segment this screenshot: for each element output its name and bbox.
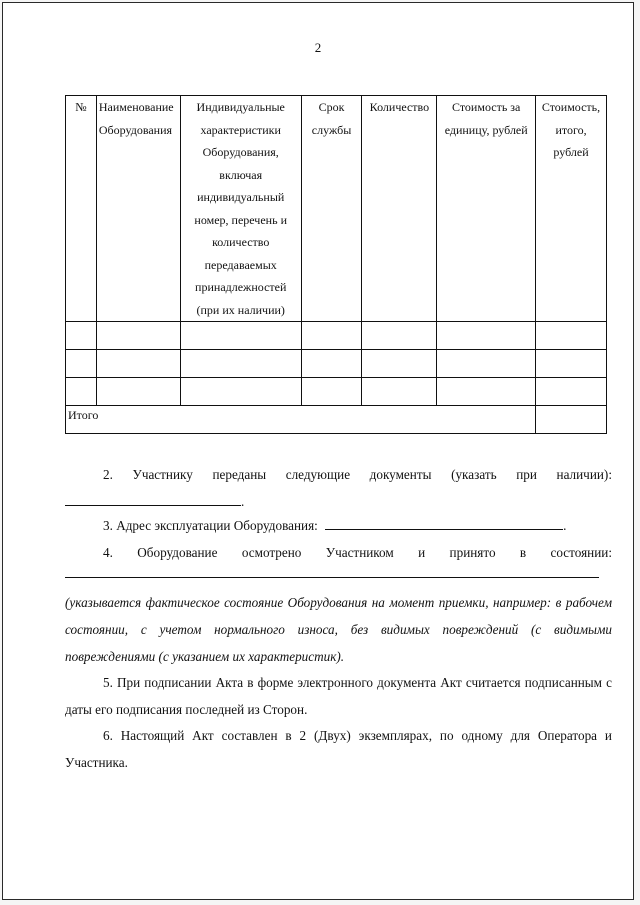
- equipment-table: [65, 95, 607, 434]
- paragraph-3-text: 3. Адрес эксплуатации Оборудования:: [103, 518, 318, 533]
- paragraph-2-line-2: [65, 488, 612, 515]
- header-name: Наименование Оборудования: [96, 96, 180, 322]
- header-characteristics: Индивидуальные характеристики Оборудования, включая индивидуальный номер, перечень и количество передаваемых принадлежностей (при их наличии): [180, 96, 301, 322]
- total-row: [66, 406, 607, 434]
- page-number: 2: [314, 40, 322, 55]
- paragraph-2-line-1: 2. Участнику переданы следующие документы (указать при наличии):: [103, 467, 612, 482]
- header-quantity: Количество: [362, 96, 437, 322]
- paragraph-4-line-2: [65, 560, 612, 587]
- total-value-cell: [536, 406, 607, 434]
- documents-blank-line[interactable]: [65, 504, 241, 506]
- document-page: [2, 2, 634, 900]
- table-row: [66, 378, 607, 406]
- table-row: [66, 322, 607, 350]
- paragraph-4-italic-note: (указывается фактическое состояние Оборудования на момент приемки, например: в рабочем состоянии, с учетом нормального износа, без видимых повреждений (с видимыми повреждениями (с указанием их характеристик).: [65, 595, 612, 664]
- address-blank-line[interactable]: [325, 528, 563, 530]
- paragraph-4-line-1: 4. Оборудование осмотрено Участником и принято в состоянии:: [103, 545, 612, 560]
- paragraph-6: 6. Настоящий Акт составлен в 2 (Двух) экземплярах, по одному для Оператора и Участника.: [65, 728, 612, 770]
- table-row: [66, 350, 607, 378]
- total-label: Итого: [66, 406, 536, 434]
- header-total-cost: Стоимость, итого, рублей: [536, 96, 607, 322]
- paragraph-3-end: .: [563, 518, 567, 533]
- header-unit-cost: Стоимость за единицу, рублей: [437, 96, 536, 322]
- paragraph-3: [65, 512, 612, 539]
- paragraph-2-end: .: [241, 494, 245, 509]
- header-number: №: [66, 96, 97, 322]
- table-header-row: [66, 96, 607, 322]
- condition-blank-line[interactable]: [65, 576, 599, 578]
- paragraph-5: 5. При подписании Акта в форме электронного документа Акт считается подписанным с даты его подписания последней из Сторон.: [65, 675, 612, 717]
- header-service-life: Срок службы: [301, 96, 362, 322]
